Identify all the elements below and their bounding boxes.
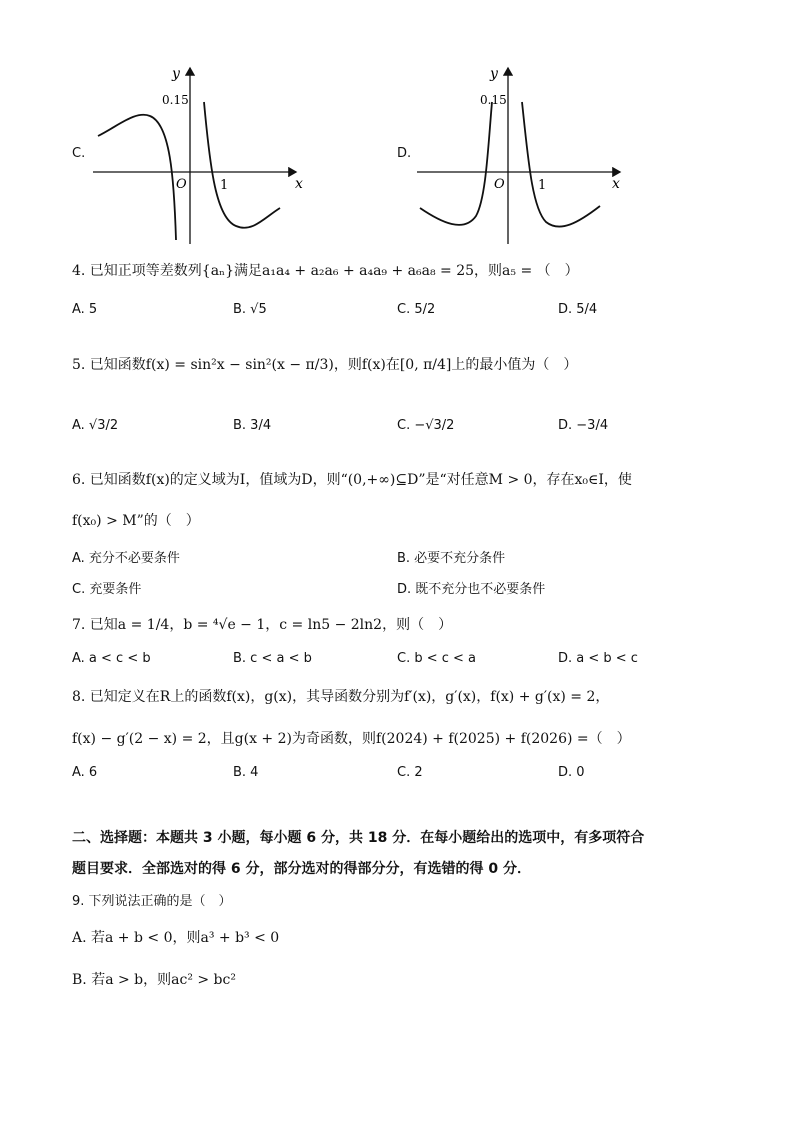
q9-option-b: B. 若a > b，则ac² > bc² — [72, 972, 236, 988]
tick-x-label: 1 — [538, 178, 547, 193]
q5-option-b: B. 3/4 — [233, 418, 272, 433]
q6-option-a: A. 充分不必要条件 — [72, 551, 180, 566]
q4-option-b: B. √5 — [233, 302, 267, 317]
q8-option-b: B. 4 — [233, 765, 259, 780]
q7-option-c: C. b < c < a — [397, 651, 477, 666]
q4-option-a: A. 5 — [72, 302, 98, 317]
graph-d — [412, 58, 632, 248]
tick-x-label: 1 — [220, 178, 229, 193]
q8-option-d: D. 0 — [558, 765, 585, 780]
q4-option-d: D. 5/4 — [558, 302, 598, 317]
curve-left — [420, 102, 492, 225]
q4-option-c: C. 5/2 — [397, 302, 436, 317]
tick-y-label: 0.15 — [162, 93, 189, 107]
question-6-stem-line1: 6. 已知函数f(x)的定义域为I，值域为D，则“(0,+∞)⊆D”是“对任意M > 0，存在x₀∈I，使 — [72, 472, 632, 488]
question-5-stem: 5. 已知函数f(x) = sin²x − sin²(x − π/3)，则f(x)在[0, π/4]上的最小值为（ ） — [72, 357, 578, 373]
section-2-heading-line1: 二、选择题：本题共 3 小题，每小题 6 分，共 18 分．在每小题给出的选项中，有多项符合 — [72, 830, 645, 846]
graph-c — [88, 58, 308, 248]
question-4-stem: 4. 已知正项等差数列{aₙ}满足a₁a₄ + a₂a₆ + a₄a₉ + a₆a₈ = 25，则a₅ = （ ） — [72, 263, 579, 279]
option-d-label: D. — [397, 146, 412, 161]
q7-option-a: A. a < c < b — [72, 651, 151, 666]
q6-option-c: C. 充要条件 — [72, 582, 142, 597]
question-7-stem: 7. 已知a = 1/4，b = ⁴√e − 1，c = ln5 − 2ln2，则（ ） — [72, 617, 453, 633]
origin-label: O — [176, 177, 187, 192]
question-9-stem: 9. 下列说法正确的是（ ） — [72, 894, 232, 909]
x-axis-label: x — [295, 176, 303, 192]
question-6-stem-line2: f(x₀) > M”的（ ） — [72, 513, 200, 529]
curve-right — [204, 102, 280, 228]
question-8-stem-line2: f(x) − g′(2 − x) = 2，且g(x + 2)为奇函数，则f(2024) + f(2025) + f(2026) =（ ） — [72, 731, 631, 747]
q7-option-b: B. c < a < b — [233, 651, 312, 666]
y-axis-label: y — [490, 66, 498, 82]
question-8-stem-line1: 8. 已知定义在R上的函数f(x)，g(x)，其导函数分别为f′(x)，g′(x)，f(x) + g′(x) = 2， — [72, 689, 610, 705]
option-c-label: C. — [72, 146, 86, 161]
origin-label: O — [494, 177, 505, 192]
q8-option-c: C. 2 — [397, 765, 423, 780]
q5-option-d: D. −3/4 — [558, 418, 609, 433]
curve-right — [522, 102, 600, 227]
q5-option-c: C. −√3/2 — [397, 418, 455, 433]
q5-option-a: A. √3/2 — [72, 418, 119, 433]
q7-option-d: D. a < b < c — [558, 651, 638, 666]
q6-option-d: D. 既不充分也不必要条件 — [397, 582, 546, 597]
q8-option-a: A. 6 — [72, 765, 98, 780]
tick-y-label: 0.15 — [480, 93, 507, 107]
q9-option-a: A. 若a + b < 0，则a³ + b³ < 0 — [72, 930, 280, 946]
y-axis-label: y — [172, 66, 180, 82]
curve-left — [98, 115, 176, 240]
q6-option-b: B. 必要不充分条件 — [397, 551, 506, 566]
x-axis-label: x — [612, 176, 620, 192]
section-2-heading-line2: 题目要求．全部选对的得 6 分，部分选对的得部分分，有选错的得 0 分． — [72, 861, 531, 877]
